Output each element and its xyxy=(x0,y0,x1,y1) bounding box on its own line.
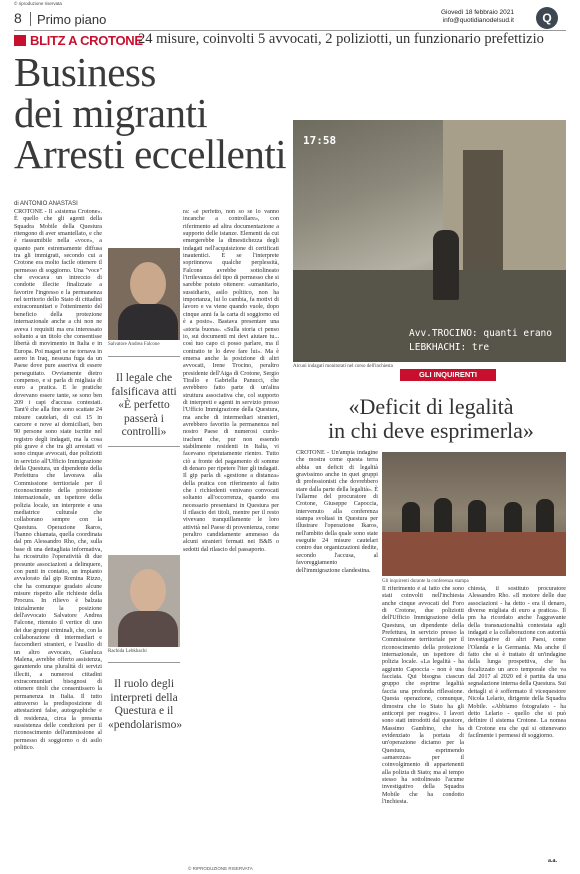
pullquote-1: Il legale che falsificava atti «È perfetto passerà i controlli» xyxy=(111,372,177,438)
photo-timestamp: 17:58 xyxy=(303,134,337,147)
headline-line-1: Business xyxy=(14,49,156,95)
photo-subtitle-1: Avv.TROCINO: quanti erano xyxy=(409,328,552,339)
author-signature: a.a. xyxy=(548,858,557,864)
section-title: Primo piano xyxy=(37,12,107,27)
article-headline-2 xyxy=(296,395,566,443)
page-number: 8 xyxy=(14,10,22,26)
headline2-line-2: in chi deve esprimerla» xyxy=(328,418,534,443)
copyright-footer: © RIPRODUZIONE RISERVATA xyxy=(188,866,253,871)
issue-date: Giovedì 18 febbraio 2021 xyxy=(441,9,514,16)
tag-marker xyxy=(14,35,26,46)
copyright-notice: © riproduzione riservata xyxy=(14,1,62,6)
portrait-photo-falcone xyxy=(108,248,180,340)
article2-body-col-2: Il riferimento è al fatto che sono stati coinvolti nell'inchiesta anche cinque avvocati del Foro di Crotone, due poliziotti dell'Ufficio Immigrazione della Questura, un dipendente della Prefettura, in servizio presso la Commissione territoriale per il riconoscimento della protezione internazionale, un ispettore di polizia locale. «La legalità - ha aggiunto Capoccia - non è una facciata. Qui bisogna ciascun gruppo che esprime legalità faccia una profonda riflessione. Questa operazione, comunque, dimostra che lo Stato ha gli anticorpi per reagire». I lavori sono stati introdotti dal questore, Massimo Gambino, che ha evidenziato la portata di un'operazione diciamo per la Questura, esprimendo «amarezza» per il coinvolgimento di appartenenti alla polizia di Stato; ma al tempo stesso ha sottolineato l'acume investigativo della Squadra Mobile che ha condotto l'inchiesta. xyxy=(382,586,464,805)
article-kicker: 24 misure, coinvolti 5 avvocati, 2 poliziotti, un funzionario prefettizio xyxy=(138,31,544,47)
headline2-line-1: «Deficit di legalità xyxy=(348,394,514,419)
photo-subtitle-2: LEBKHACHI: tre xyxy=(409,342,490,353)
contact-email[interactable]: info@quotidianodelsud.it xyxy=(442,17,514,24)
pullquote-rule xyxy=(108,662,180,663)
pullquote-2: Il ruolo degli interpreti della Questura e il «pendolarismo» xyxy=(108,678,183,731)
article2-body-col-1: CROTONE - Un'ampia indagine che mostra come questa terra abbia un deficit di legalità gravissimo anche in quei gruppi di professionisti che dovrebbero stare dalla parte della legalità». È l'allarme del procuratore di Crotone, Giuseppe Capoccia, intervenuto alla conferenza stampa svoltasi in Questura per illustrare l'operazione Ikaros, nell'ambito della quale sono state eseguite 24 misure cautelari contro due organizzazioni dedite, secondo l'accusa, al favoreggiamento dell'immigrazione clandestina. xyxy=(296,450,378,574)
portrait-photo-lebkhachi xyxy=(108,555,180,647)
portrait-caption-1: Salvatore Andrea Falcone xyxy=(108,342,160,347)
pullquote-rule xyxy=(108,446,180,447)
article-body-col-1: CROTONE - Il «sistema Crotone». È quello che gli agenti della Squadra Mobile della Questura ritengono di aver smantellato, e che è riassumibile nella «voce», a quanto pare estremamente diffusa tra gli immigrati, secondo cui a Crotone era molto facile ottenere il permesso di soggiorno. Una "voce" che evocava un intreccio di condotte illecite finalizzate a favorire l'ingresso e la permanenza nel territorio dello Stato di cittadini extracomunitari e l'ottenimento del beneficio della protezione internazionale anche a chi non ne aveva i requisiti ma era interessato soltanto a un titolo che consentisse libertà di movimento in Italia e in Europa. Poi magari se ne tornava in aereo in Iraq, nessuna fuga da un Paese dove pure asseriva di essere perseguitato. Ovviamente dietro compenso, e si parla di migliaia di euro a pratica. E le pratiche dovevano essere tante, se sono ben 209 i capi d'accusa contestati. Tant'è che alla fine sono scattate 24 misure cautelari, di cui 15 in carcere e nove ai domiciliari, ben 90 persone sono state iscritte nel registro degli indagati, ma la cosa più grave è che tra gli arrestati vi sono cinque avvocati, due poliziotti in servizio all'Ufficio Immigrazione della Questura, un dipendente della Prefettura che lavorava alla Commissione territoriale per il riconoscimento della protezione internazionale, un ispettore della polizia locale, un interprete e una mediatrice culturale che collaborano sempre con la Questura. Operazione Ikaros, l'hanno chiamata, quella coordinata dal pm Alessandro Rho, che, sulla base di una dettagliata informativa, ha ricostruito l'operatività di due presunte associazioni a delinquere, con punti in contatto, un impianto avvalorato dal gip Romina Rizzo, che ha comunque gradato alcune misure rispetto alle richieste della Procura. In rilievo è balzata inizialmente la posizione dell'avvocato Salvatore Andrea Falcone, ritenuto il vertice di uno dei due gruppi criminali, che, con la collaborazione di intermediari e faccendieri stranieri, e l'ausilio di un altro avvocato, Gianluca Malena, avrebbe offerto assistenza, garantendo una pluralità di servizi illeciti, a numerosi cittadini extracomunitari bisognosi di ottenere titoli che consentissero la permanenza in Italia. Il tutto attraverso la predisposizione di attestazioni false, autographiche e di residenza, circa la presunta sussistenza delle condizioni per il riconoscimento dell'ammissione al permesso di soggiorno o di asilo politico. xyxy=(14,209,102,752)
headline-line-2: dei migranti xyxy=(14,90,208,136)
headline-line-3: Arresti eccellenti xyxy=(14,131,287,177)
article-tag-2: GLI INQUIRENTI xyxy=(400,369,496,381)
pullquote-rule xyxy=(108,356,180,357)
newspaper-logo: Q xyxy=(536,7,558,29)
article-headline xyxy=(14,49,294,177)
surveillance-photo xyxy=(293,120,566,362)
article2-body-col-3: chiesta, il sostituto procuratore Alessandro Rho. «Il motore delle due associazioni - ha detto - era il denaro, diverse migliaia di euro a pratica». Il pm ha ricordato anche l'aggravante della transnazionalità contestata agli indagati e la collaborazione con autorità investigative di altri Paesi, come l'Olanda e la Germania. Ma anche il fatto che si è trattato di un'indagine dalla lunga prospettiva, che ha focalizzato un arco temporale che va dal 2017 al 2020 ed è partita da una segnalazione interna della Questura. Sui dettagli si è soffermato il vicequestore Nicola Lelario, dirigente della Squadra Mobile. «Abbiamo fotografato - ha detto Lelario - quello che si può definire il sistema Crotone. La nomea di Crotone era che qui si ottenevano facilmente i permessi di soggiorno. xyxy=(468,586,566,739)
byline: di ANTONIO ANASTASI xyxy=(14,201,78,207)
portrait-caption-2: Rachida Lebkhachi xyxy=(108,649,147,654)
date-info xyxy=(386,9,514,25)
article-tag: BLITZ A CROTONE xyxy=(30,33,143,48)
header-divider xyxy=(30,12,31,26)
photo-caption: Alcuni indagati monitorati nel corso dell'inchiesta xyxy=(293,364,393,369)
photo-caption-2: Gli inquirenti durante la conferenza stampa xyxy=(382,579,469,584)
press-conference-photo xyxy=(382,452,566,576)
article-body-col-2: ra: «è perfetto, non so se lo vanno incanche a controllare», con riferimento ad altra documentazione a supporto delle istanze. Elementi da cui emergerebbe la dimestichezza degli indagati nell'acquisizione di certificati inautentici. E se l'interprete sopriinnova qualche perplessità, Falcone avrebbe sottolineato l'irrilevanza del tipo di permesso che si sarebbe potuto ottenere: «umanitario, sussidiario, asilo politico, non ha importanza, lui lo cambia, fa motivi di lavoro e va viene quando vuole, dopo cinque anni fa la carta di soggiorno ed è a posto». Bastava presentare una «storia buona». «Sulla storia ci penso io, sui documenti mi devi aiutare tu... così tuo capo ci posso parlare, ma il contratto te lo deve fare lui». Ma è emersa anche la posizione di altri avvocati, Irene Trocino, peraltro presidente dell'Aiga di Crotone, Sergio Tirallo e Gabriella Panucci, che avrebbero fatto parte di un'altra struttura associativa che, col supporto di interpreti e agenti in servizio presso l'Ufficio Immigrazione della Questura, ma anche di intermediari stranieri, avrebbero favorito la permanenza nel nostro Paese di numerosi curdo-iracheni che, pur non essendo stabilmente residenti in Italia, vi facevano ripetutamente rientro. Tutto ciò a fronte del pagamento di somme di denaro per ripetere l'iter gli indagati. Il gip parla di «gestione a distanza» della pratica con riferimento al fatto che i richiedenti venivano convocati soltanto all'occorrenza, quando era necessario presentarsi in Questura per il rilascio dei titoli, mentre per il resto vivevano tranquillamente le loro attività nel Paese di provenienza, come peraltro candidamente ammesso da alcuni stranieri fermati nei B&B o sedotti dal rilascio del passaporto. xyxy=(183,209,279,553)
